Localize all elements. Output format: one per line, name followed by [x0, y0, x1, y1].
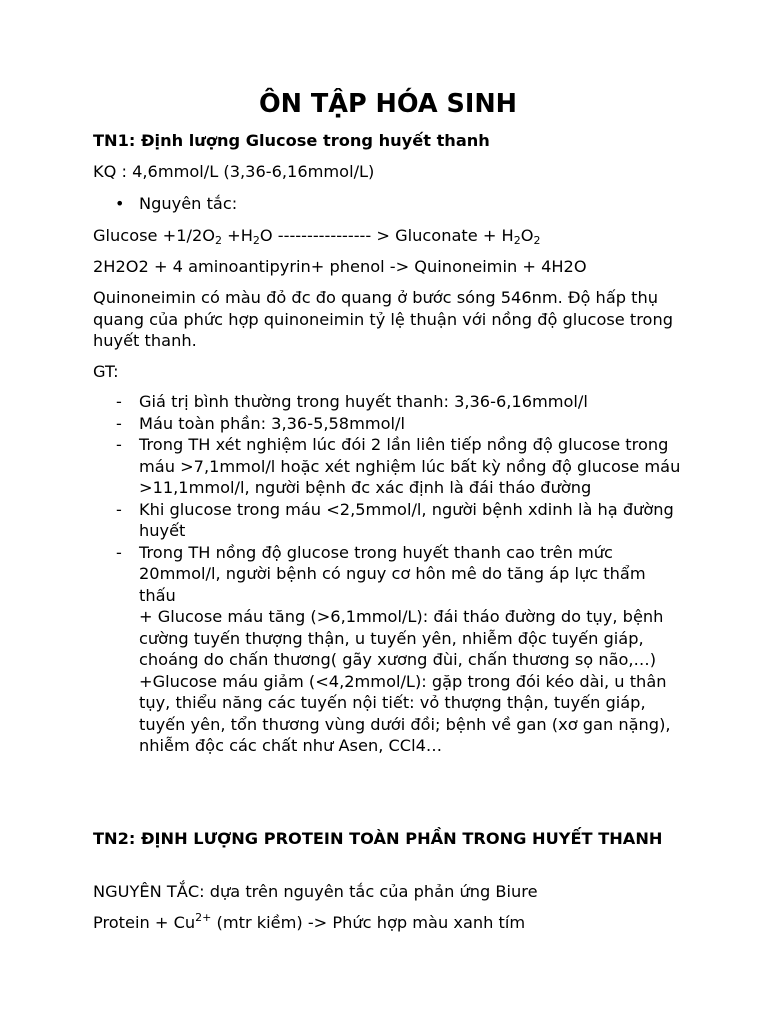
reaction-text: (mtr kiềm) -> Phức hợp màu xanh tím: [211, 913, 526, 932]
list-item-text: Máu toàn phần: 3,36-5,58mmol/l: [139, 413, 405, 433]
list-item: [93, 542, 683, 757]
tn1-principle-label: Nguyên tắc:: [139, 194, 238, 213]
subscript: 2: [513, 234, 521, 247]
tn2-principle: NGUYÊN TẮC: dựa trên nguyên tắc của phản ứng Biure: [93, 882, 538, 901]
tn1-heading: TN1: Định lượng Glucose trong huyết thanh: [93, 131, 490, 150]
tn1-description: Quinoneimin có màu đỏ đc đo quang ở bước sóng 546nm. Độ hấp thụ quang của phức hợp quinoneimin tỷ lệ thuận với nồng độ glucose trong huyết thanh.: [93, 288, 673, 350]
list-item-text: Trong TH nồng độ glucose trong huyết thanh cao trên mức 20mmol/l, người bệnh có nguy cơ hôn mê do tăng áp lực thẩm thấu: [139, 542, 646, 605]
tn1-gt-label: GT:: [93, 362, 119, 381]
list-item: [93, 434, 683, 499]
gt-list: [93, 391, 683, 757]
glucose-decrease-note: +Glucose máu giảm (<4,2mmol/L): gặp trong đói kéo dài, u thân tụy, thiểu năng các tuyến nội tiết: vỏ thượng thận, tuyến giáp, tuyến yên, tổn thương vùng dưới đồi; bệnh về gan (xơ gan nặng), nhiễm độc các chất như Asen, CCl4…: [139, 671, 671, 755]
superscript: 2+: [195, 911, 212, 924]
list-item-text: Trong TH xét nghiệm lúc đói 2 lần liên tiếp nồng độ glucose trong máu >7,1mmol/l hoặc xét nghiệm lúc bất kỳ nồng độ glucose máu >11,1mmol/l, người bệnh đc xác định là đái tháo đường: [139, 435, 681, 497]
glucose-increase-note: + Glucose máu tăng (>6,1mmol/L): đái tháo đường do tụy, bệnh cường tuyến thượng thận, u tuyến yên, nhiễm độc tuyến giáp, choáng do chấn thương( gãy xương đùi, chấn thương sọ não,…): [139, 607, 664, 669]
list-item: [93, 413, 683, 435]
list-item: [93, 391, 683, 413]
subscript: 2: [533, 234, 541, 247]
dash-bullet-icon: -: [116, 542, 122, 562]
tn2-heading: TN2: ĐỊNH LƯỢNG PROTEIN TOÀN PHẦN TRONG HUYẾT THANH: [93, 829, 663, 848]
tn2-reaction: [93, 912, 525, 933]
dash-bullet-icon: -: [116, 499, 122, 519]
subscript: 2: [252, 234, 260, 247]
list-item-text: Khi glucose trong máu <2,5mmol/l, người bệnh xdinh là hạ đường huyết: [139, 499, 674, 540]
subscript: 2: [215, 234, 222, 247]
dash-bullet-icon: -: [116, 435, 122, 454]
reaction-text: O: [520, 226, 534, 245]
reaction-text: +H: [222, 226, 253, 245]
list-item-text: Giá trị bình thường trong huyết thanh: 3,36-6,16mmol/l: [139, 392, 588, 411]
reaction-text: Glucose +1/2O: [93, 226, 215, 245]
page-title: ÔN TẬP HÓA SINH: [258, 89, 518, 119]
dash-bullet-icon: -: [116, 413, 122, 433]
reaction-text: Protein + Cu: [93, 913, 196, 932]
bullet-icon: •: [115, 194, 125, 213]
tn1-reaction-2: 2H2O2 + 4 aminoantipyrin+ phenol -> Quinoneimin + 4H2O: [93, 257, 587, 276]
tn1-reaction-1: [93, 225, 540, 246]
tn1-result: KQ : 4,6mmol/L (3,36-6,16mmol/L): [93, 162, 375, 181]
dash-bullet-icon: -: [116, 392, 122, 411]
reaction-text: O ---------------- > Gluconate + H: [259, 226, 514, 245]
list-item: [93, 499, 683, 542]
